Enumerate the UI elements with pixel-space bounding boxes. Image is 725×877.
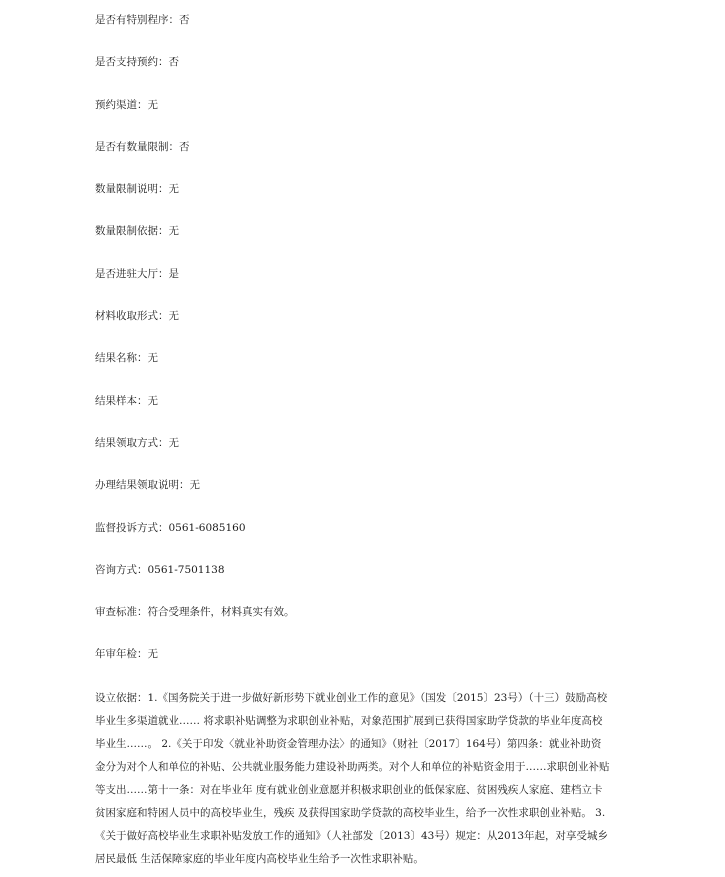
field-reservation-channel: 预约渠道：无: [95, 98, 158, 111]
legal-basis-paragraph: 设立依据：1.《国务院关于进一步做好新形势下就业创业工作的意见》（国发〔2015〕23号）（十三）鼓励高校毕业生多渠道就业…… 将求职补贴调整为求职创业补贴，对象范围扩展到已获得国家助学贷款的毕业年度高校毕业生……。 2.《关于印发〈就业补助资金管理办法〉的通知》（财社〔2017〕164号）第四条：就业补助资金分为对个人和单位的补贴、公共就业服务能力建设补助两类。对个人和单位的补贴资金用于……求职创业补贴等支出……第十一条：对在毕业年 度有就业创业意愿并积极求职创业的低保家庭、贫困残疾人家庭、建档立卡贫困家庭和特困人员中的高校毕业生，残疾 及获得国家助学贷款的高校毕业生，给予一次性求职创业补贴。 3.《关于做好高校毕业生求职补贴发放工作的通知》（人社部发〔2013〕43号）规定：从2013年起，对享受城乡居民最低 生活保障家庭的毕业年度内高校毕业生给予一次性求职补贴。: [95, 692, 610, 865]
field-result-pickup-instructions: 办理结果领取说明：无: [95, 479, 200, 492]
field-result-sample: 结果样本：无: [95, 394, 158, 407]
field-material-collection-form: 材料收取形式：无: [95, 310, 179, 323]
field-inquiry-contact: 咨询方式：0561-7501138: [95, 563, 225, 576]
field-annual-review: 年审年检：无: [95, 648, 158, 661]
field-list: [95, 12, 295, 689]
field-quantity-limit-description: 数量限制说明：无: [95, 183, 179, 196]
field-result-pickup-method: 结果领取方式：无: [95, 436, 179, 449]
field-review-standard: 审查标准：符合受理条件，材料真实有效。: [95, 606, 295, 619]
field-result-name: 结果名称：无: [95, 352, 158, 365]
field-quantity-limit: 是否有数量限制：否: [95, 140, 190, 153]
field-in-service-hall: 是否进驻大厅：是: [95, 267, 179, 280]
field-complaint-contact: 监督投诉方式：0561-6085160: [95, 521, 246, 534]
field-special-procedure: 是否有特别程序：否: [95, 14, 190, 26]
field-quantity-limit-basis: 数量限制依据：无: [95, 225, 179, 238]
field-reservation-support: 是否支持预约：否: [95, 56, 179, 69]
